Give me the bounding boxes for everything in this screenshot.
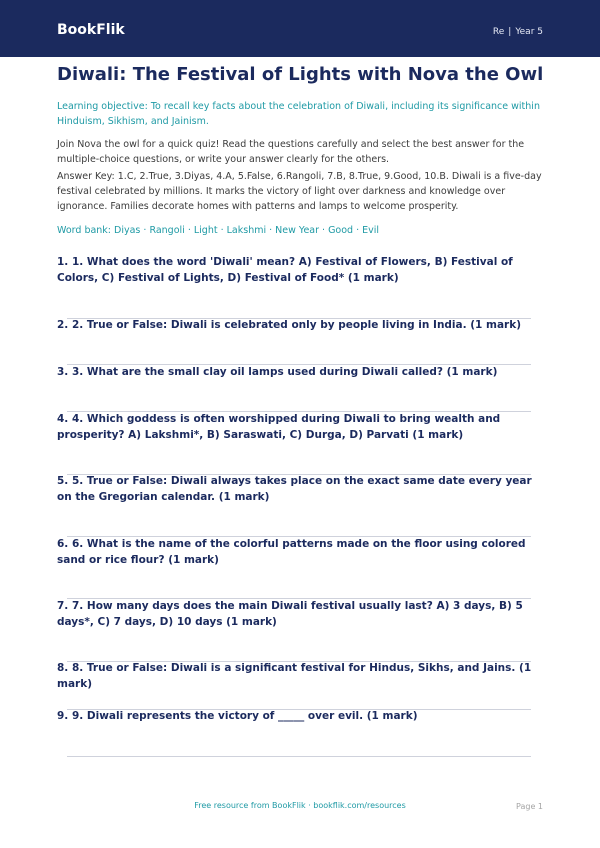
header-meta [493, 27, 543, 37]
answer-key: Answer Key: 1.C, 2.True, 3.Diyas, 4.A, 5.False, 6.Rangoli, 7.B, 8.True, 9.Good, 10.B. Diwali is a five-day festival celebrated by millions. It marks the victory of light over darkness and knowledge over ignorance. Families decorate homes with patterns and lamps to welcome prosperity. [57, 171, 542, 212]
meta-separator: | [508, 27, 512, 37]
intro-text: Join Nova the owl for a quick quiz! Read the questions carefully and select the best answer for the multiple-choice questions, or write your answer clearly for the others. [57, 139, 525, 165]
question-1: 1. 1. What does the word 'Diwali' mean? A) Festival of Flowers, B) Festival of Colors, C) Festival of Lights, D) Festival of Food* (1 mark) [57, 256, 513, 284]
answer-line-2[interactable] [67, 364, 531, 365]
question-7: 7. 7. How many days does the main Diwali festival usually last? A) 3 days, B) 5 days*, C) 7 days, D) 10 days (1 mark) [57, 600, 523, 628]
answer-line-7[interactable] [67, 661, 531, 662]
subject-label: Re [492, 27, 505, 37]
question-2: 2. 2. True or False: Diwali is celebrated only by people living in India. (1 mark) [57, 319, 522, 331]
worksheet-title: Diwali: The Festival of Lights with Nova the Owl [57, 64, 544, 85]
answer-line-9[interactable] [67, 756, 531, 757]
brand-logo-text[interactable]: BookFlik [57, 22, 125, 38]
answer-line-5[interactable] [67, 536, 531, 537]
page-number: Page 1 [516, 802, 543, 811]
year-label: Year 5 [515, 27, 543, 37]
answer-line-6[interactable] [67, 598, 531, 599]
learning-objective: Learning objective: To recall key facts about the celebration of Diwali, including its significance within Hinduism, Sikhism, and Jainism. [57, 101, 540, 127]
question-5: 5. 5. True or False: Diwali always takes place on the exact same date every year on the Gregorian calendar. (1 mark) [57, 475, 532, 503]
answer-line-1[interactable] [67, 318, 531, 319]
answer-line-4[interactable] [67, 474, 531, 475]
answer-line-3[interactable] [67, 411, 531, 412]
word-bank: Word bank: Diyas · Rangoli · Light · Lakshmi · New Year · Good · Evil [57, 225, 380, 236]
question-3: 3. 3. What are the small clay oil lamps used during Diwali called? (1 mark) [57, 366, 498, 378]
question-4: 4. 4. Which goddess is often worshipped during Diwali to bring wealth and prosperity? A) Lakshmi*, B) Saraswati, C) Durga, D) Parvati (1 mark) [57, 413, 501, 441]
question-8: 8. 8. True or False: Diwali is a significant festival for Hindus, Sikhs, and Jains. (1 mark) [57, 662, 532, 690]
answer-line-8[interactable] [67, 709, 531, 710]
question-6: 6. 6. What is the name of the colorful patterns made on the floor using colored sand or rice flour? (1 mark) [57, 538, 526, 566]
footer-text[interactable]: Free resource from BookFlik · bookflik.com/resources [194, 801, 406, 810]
header-bar [0, 0, 600, 57]
question-9: 9. 9. Diwali represents the victory of _____ over evil. (1 mark) [57, 710, 418, 722]
